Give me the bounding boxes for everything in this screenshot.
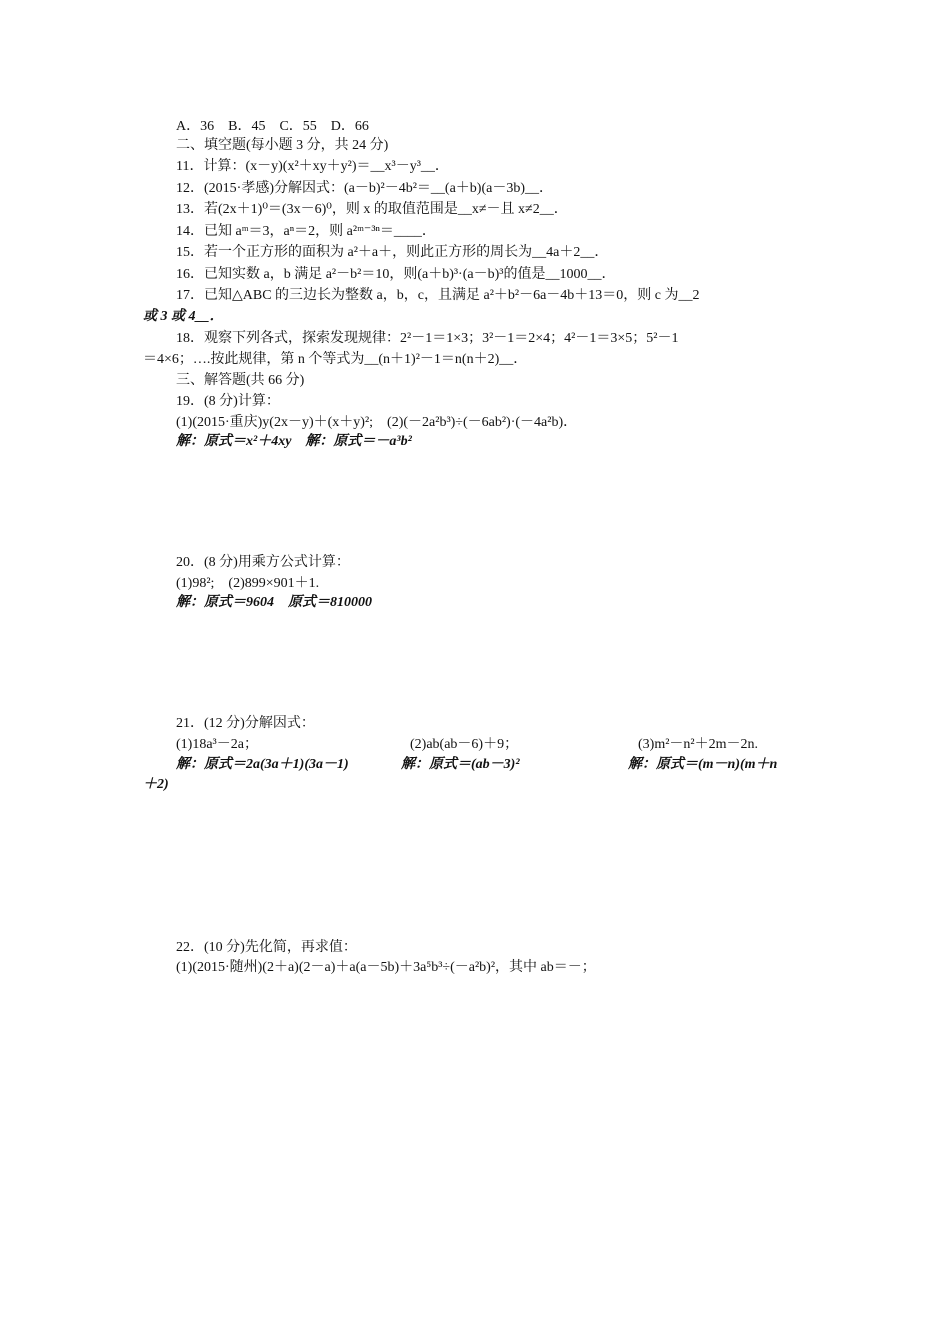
q20-parts: (1)98²; (2)899×901＋1. [176, 576, 320, 591]
q14: 14．已知 aᵐ＝3，aⁿ＝2，则 a²ᵐ⁻³ⁿ＝____． [176, 224, 436, 239]
q22: 22．(10 分)先化简，再求值： [176, 940, 357, 955]
q15: 15．若一个正方形的面积为 a²＋a＋，则此正方形的周长为__4a＋2__． [176, 245, 609, 260]
q21-answer3-continued: ＋2) [143, 777, 169, 792]
q20-answer: 解：原式＝9604 原式＝810000 [176, 595, 372, 610]
section-3-heading: 三、解答题(共 66 分) [176, 373, 305, 388]
q10-options: A．36 B．45 C．55 D．66 [176, 119, 369, 134]
q17-continued: 或 3 或 4__． [143, 309, 224, 324]
q18-continued: ＝4×6；….按此规律，第 n 个等式为__(n＋1)²－1＝n(n＋2)__． [143, 352, 528, 367]
q19-answer: 解：原式＝x²＋4xy 解：原式＝－a³b² [176, 434, 412, 449]
q17: 17．已知△ABC 的三边长为整数 a，b，c，且满足 a²＋b²－6a－4b＋13＝0，则 c 为__2 [176, 288, 700, 303]
q11: 11．计算：(x－y)(x²＋xy＋y²)＝__x³－y³__． [176, 159, 449, 174]
q21-part2: (2)ab(ab－6)＋9； [410, 737, 519, 752]
q13: 13．若(2x＋1)⁰＝(3x－6)⁰，则 x 的取值范围是__x≠－且 x≠2__． [176, 202, 568, 217]
section-2-heading: 二、填空题(每小题 3 分，共 24 分) [176, 138, 389, 153]
q18: 18．观察下列各式，探索发现规律：2²－1＝1×3；3²－1＝2×4；4²－1＝3×5；5²－1 [176, 331, 679, 346]
q21-part1: (1)18a³－2a； [176, 737, 258, 752]
q21-part3: (3)m²－n²＋2m－2n. [638, 737, 758, 752]
q21-answer1: 解：原式＝2a(3a＋1)(3a－1) [176, 757, 349, 772]
q19: 19．(8 分)计算： [176, 394, 280, 409]
q22-part1: (1)(2015·随州)(2＋a)(2－a)＋a(a－5b)＋3a⁵b³÷(－a²b)²，其中 ab＝－； [176, 960, 596, 975]
q12: 12．(2015·孝感)分解因式：(a－b)²－4b²＝__(a＋b)(a－3b)__． [176, 181, 553, 196]
q20: 20．(8 分)用乘方公式计算： [176, 555, 350, 570]
q19-parts: (1)(2015·重庆)y(2x－y)＋(x＋y)²; (2)(－2a²b³)÷(－6ab²)·(－4a²b)． [176, 415, 578, 430]
q21-answer2: 解：原式＝(ab－3)² [401, 757, 520, 772]
q16: 16．已知实数 a，b 满足 a²－b²＝10，则(a＋b)³·(a－b)³的值是__1000__． [176, 267, 616, 282]
q21-answer3: 解：原式＝(m－n)(m＋n [628, 757, 778, 772]
q21: 21．(12 分)分解因式： [176, 716, 315, 731]
